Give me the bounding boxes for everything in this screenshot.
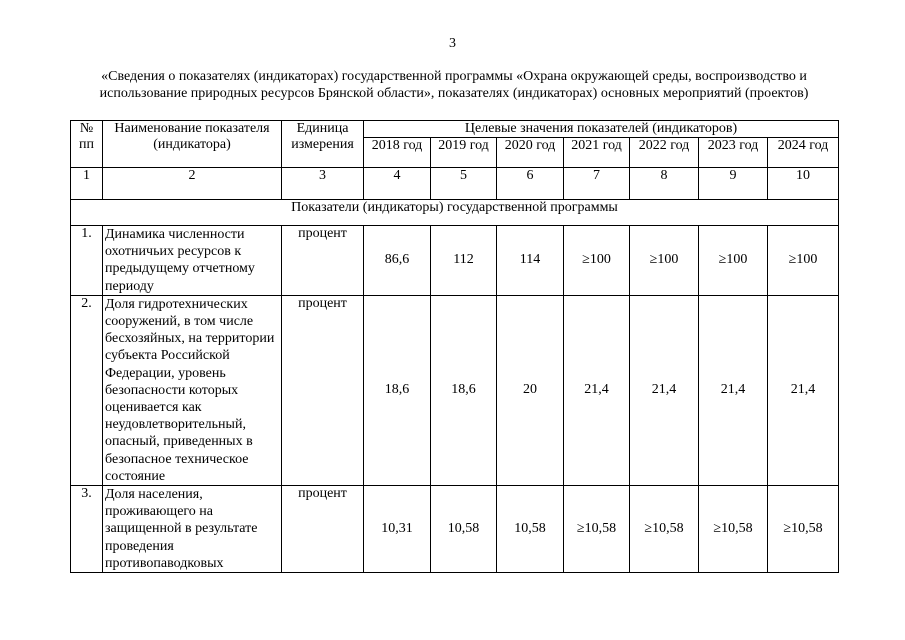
header-num: № пп xyxy=(71,121,103,168)
row-value: 18,6 xyxy=(364,295,431,485)
indicators-table xyxy=(70,120,839,573)
row-value: 114 xyxy=(497,226,564,296)
header-row xyxy=(71,121,839,138)
column-number: 8 xyxy=(630,168,699,200)
header-year: 2021 год xyxy=(564,138,630,168)
row-value: ≥100 xyxy=(630,226,699,296)
column-number: 4 xyxy=(364,168,431,200)
row-unit: процент xyxy=(282,226,364,296)
table-row xyxy=(71,226,839,296)
table-row xyxy=(71,295,839,485)
row-value: ≥10,58 xyxy=(630,486,699,573)
column-number: 10 xyxy=(768,168,839,200)
row-value: 112 xyxy=(431,226,497,296)
row-name: Доля населения, проживающего на защищенной в результате проведения противопаводковых xyxy=(103,486,282,573)
row-value: 18,6 xyxy=(431,295,497,485)
row-value: ≥100 xyxy=(699,226,768,296)
row-value: 20 xyxy=(497,295,564,485)
header-year: 2023 год xyxy=(699,138,768,168)
column-number: 1 xyxy=(71,168,103,200)
table-row xyxy=(71,486,839,573)
row-value: ≥10,58 xyxy=(699,486,768,573)
header-target-values: Целевые значения показателей (индикаторов) xyxy=(364,121,839,138)
row-name: Динамика численности охотничьих ресурсов к предыдущему отчетному периоду xyxy=(103,226,282,296)
row-num: 2. xyxy=(71,295,103,485)
header-year: 2024 год xyxy=(768,138,839,168)
header-name: Наименование показателя (индикатора) xyxy=(103,121,282,168)
row-value: 21,4 xyxy=(699,295,768,485)
header-year: 2018 год xyxy=(364,138,431,168)
column-number: 2 xyxy=(103,168,282,200)
column-number: 6 xyxy=(497,168,564,200)
section-title: Показатели (индикаторы) государственной программы xyxy=(71,200,839,226)
row-value: 10,58 xyxy=(431,486,497,573)
header-unit: Единица измерения xyxy=(282,121,364,168)
column-number: 9 xyxy=(699,168,768,200)
row-name: Доля гидротехнических сооружений, в том числе бесхозяйных, на территории субъекта Российской Федерации, уровень безопасности которых оценивается как неудовлетворительный, опасный, приведенных в безопасное техническое состояние xyxy=(103,295,282,485)
column-numbers-row xyxy=(71,168,839,200)
row-num: 3. xyxy=(71,486,103,573)
header-year: 2020 год xyxy=(497,138,564,168)
row-value: ≥10,58 xyxy=(768,486,839,573)
row-unit: процент xyxy=(282,486,364,573)
row-value: 21,4 xyxy=(564,295,630,485)
header-year: 2019 год xyxy=(431,138,497,168)
page-number: 3 xyxy=(449,36,456,51)
row-value: ≥10,58 xyxy=(564,486,630,573)
column-number: 3 xyxy=(282,168,364,200)
column-number: 7 xyxy=(564,168,630,200)
row-value: 21,4 xyxy=(768,295,839,485)
row-value: ≥100 xyxy=(564,226,630,296)
header-year: 2022 год xyxy=(630,138,699,168)
row-num: 1. xyxy=(71,226,103,296)
document-heading: «Сведения о показателях (индикаторах) государственной программы «Охрана окружающей среды, воспроизводство и использование природных ресурсов Брянской области», показателях (индикаторах) основных мероприятий (проектов) xyxy=(99,69,809,101)
row-value: 10,31 xyxy=(364,486,431,573)
row-value: 21,4 xyxy=(630,295,699,485)
row-unit: процент xyxy=(282,295,364,485)
section-row xyxy=(71,200,839,226)
row-value: ≥100 xyxy=(768,226,839,296)
row-value: 86,6 xyxy=(364,226,431,296)
row-value: 10,58 xyxy=(497,486,564,573)
column-number: 5 xyxy=(431,168,497,200)
